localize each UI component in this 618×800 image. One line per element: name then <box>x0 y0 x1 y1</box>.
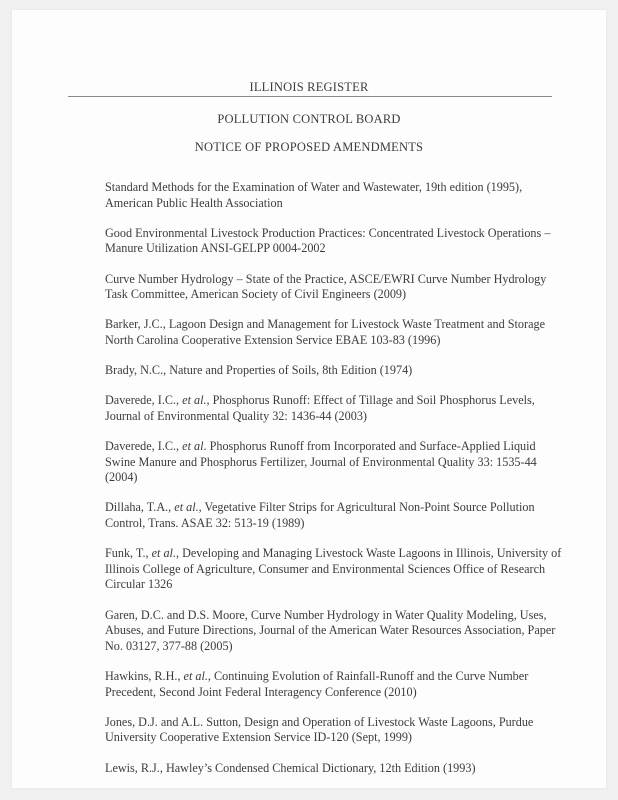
reference-text: Good Environmental Livestock Production Practices: Concentrated Livestock Operations – Manure Utilization ANSI-GELPP 0004-2002 <box>105 225 551 256</box>
register-title: ILLINOIS REGISTER <box>249 80 369 94</box>
reference-item <box>105 500 565 531</box>
reference-emphasis: et al. <box>151 546 176 561</box>
reference-item <box>105 608 565 655</box>
notice-title: NOTICE OF PROPOSED AMENDMENTS <box>194 140 424 154</box>
reference-item <box>105 180 565 211</box>
reference-text: Lewis, R.J., Hawley’s Condensed Chemical Dictionary, 12th Edition (1993) <box>105 760 476 775</box>
reference-item <box>105 226 565 257</box>
board-title: POLLUTION CONTROL BOARD <box>217 112 401 126</box>
reference-text: Jones, D.J. and A.L. Sutton, Design and Operation of Livestock Waste Lagoons, Purdue University Cooperative Extension Service ID-120 (Sept, 1999) <box>105 714 534 745</box>
reference-item <box>105 669 565 700</box>
reference-item <box>105 546 565 593</box>
reference-text: Daverede, I.C., <box>105 439 183 454</box>
reference-text: Curve Number Hydrology – State of the Practice, ASCE/EWRI Curve Number Hydrology Task Committee, American Society of Civil Engineers (2009) <box>105 271 547 302</box>
reference-text-tail: , Developing and Managing Livestock Waste Lagoons in Illinois, University of Illinois College of Agriculture, Consumer and Environmental Sciences Office of Research Circular 1326 <box>105 546 562 592</box>
reference-item <box>105 439 565 486</box>
reference-item <box>105 272 565 303</box>
reference-text-tail: , Vegetative Filter Strips for Agricultural Non-Point Source Pollution Control, Trans. ASAE 32: 513-19 (1989) <box>105 500 535 531</box>
reference-item <box>105 393 565 424</box>
header-rule <box>68 96 552 97</box>
reference-text: Daverede, I.C., <box>105 393 183 408</box>
reference-emphasis: et al. <box>174 500 199 515</box>
reference-item <box>105 715 565 746</box>
document-page <box>12 10 606 788</box>
reference-text: Funk, T., <box>105 546 152 561</box>
reference-item <box>105 363 565 379</box>
reference-text: Hawkins, R.H., <box>105 669 184 683</box>
reference-text-tail: , Phosphorus Runoff: Effect of Tillage and Soil Phosphorus Levels, Journal of Environmental Quality 32: 1436-44 (2003) <box>105 393 535 423</box>
reference-text: Garen, D.C. and D.S. Moore, Curve Number Hydrology in Water Quality Modeling, Uses, Abuses, and Future Directions, Journal of the American Water Resources Association, Paper No. 03127, 377-88 (2005) <box>105 607 556 653</box>
reference-list <box>105 180 565 791</box>
reference-text: Standard Methods for the Examination of Water and Wastewater, 19th edition (1995), American Public Health Association <box>105 180 523 210</box>
reference-text: Brady, N.C., Nature and Properties of Soils, 8th Edition (1974) <box>105 363 413 378</box>
reference-emphasis: et al <box>182 439 204 454</box>
reference-item <box>105 317 565 348</box>
reference-item <box>105 761 565 777</box>
reference-text-tail: , Continuing Evolution of Rainfall-Runoff and the Curve Number Precedent, Second Joint Federal Interagency Conference (2010) <box>105 669 529 699</box>
reference-emphasis: et al. <box>183 669 208 683</box>
reference-text: Dillaha, T.A., <box>105 500 175 515</box>
reference-text-tail: . Phosphorus Runoff from Incorporated and Surface-Applied Liquid Swine Manure and Phosphorus Fertilizer, Journal of Environmental Quality 33: 1535-44 (2004) <box>105 439 537 485</box>
reference-text: Barker, J.C., Lagoon Design and Management for Livestock Waste Treatment and Storage North Carolina Cooperative Extension Service EBAE 103-83 (1996) <box>105 317 545 347</box>
reference-emphasis: et al. <box>182 393 207 408</box>
